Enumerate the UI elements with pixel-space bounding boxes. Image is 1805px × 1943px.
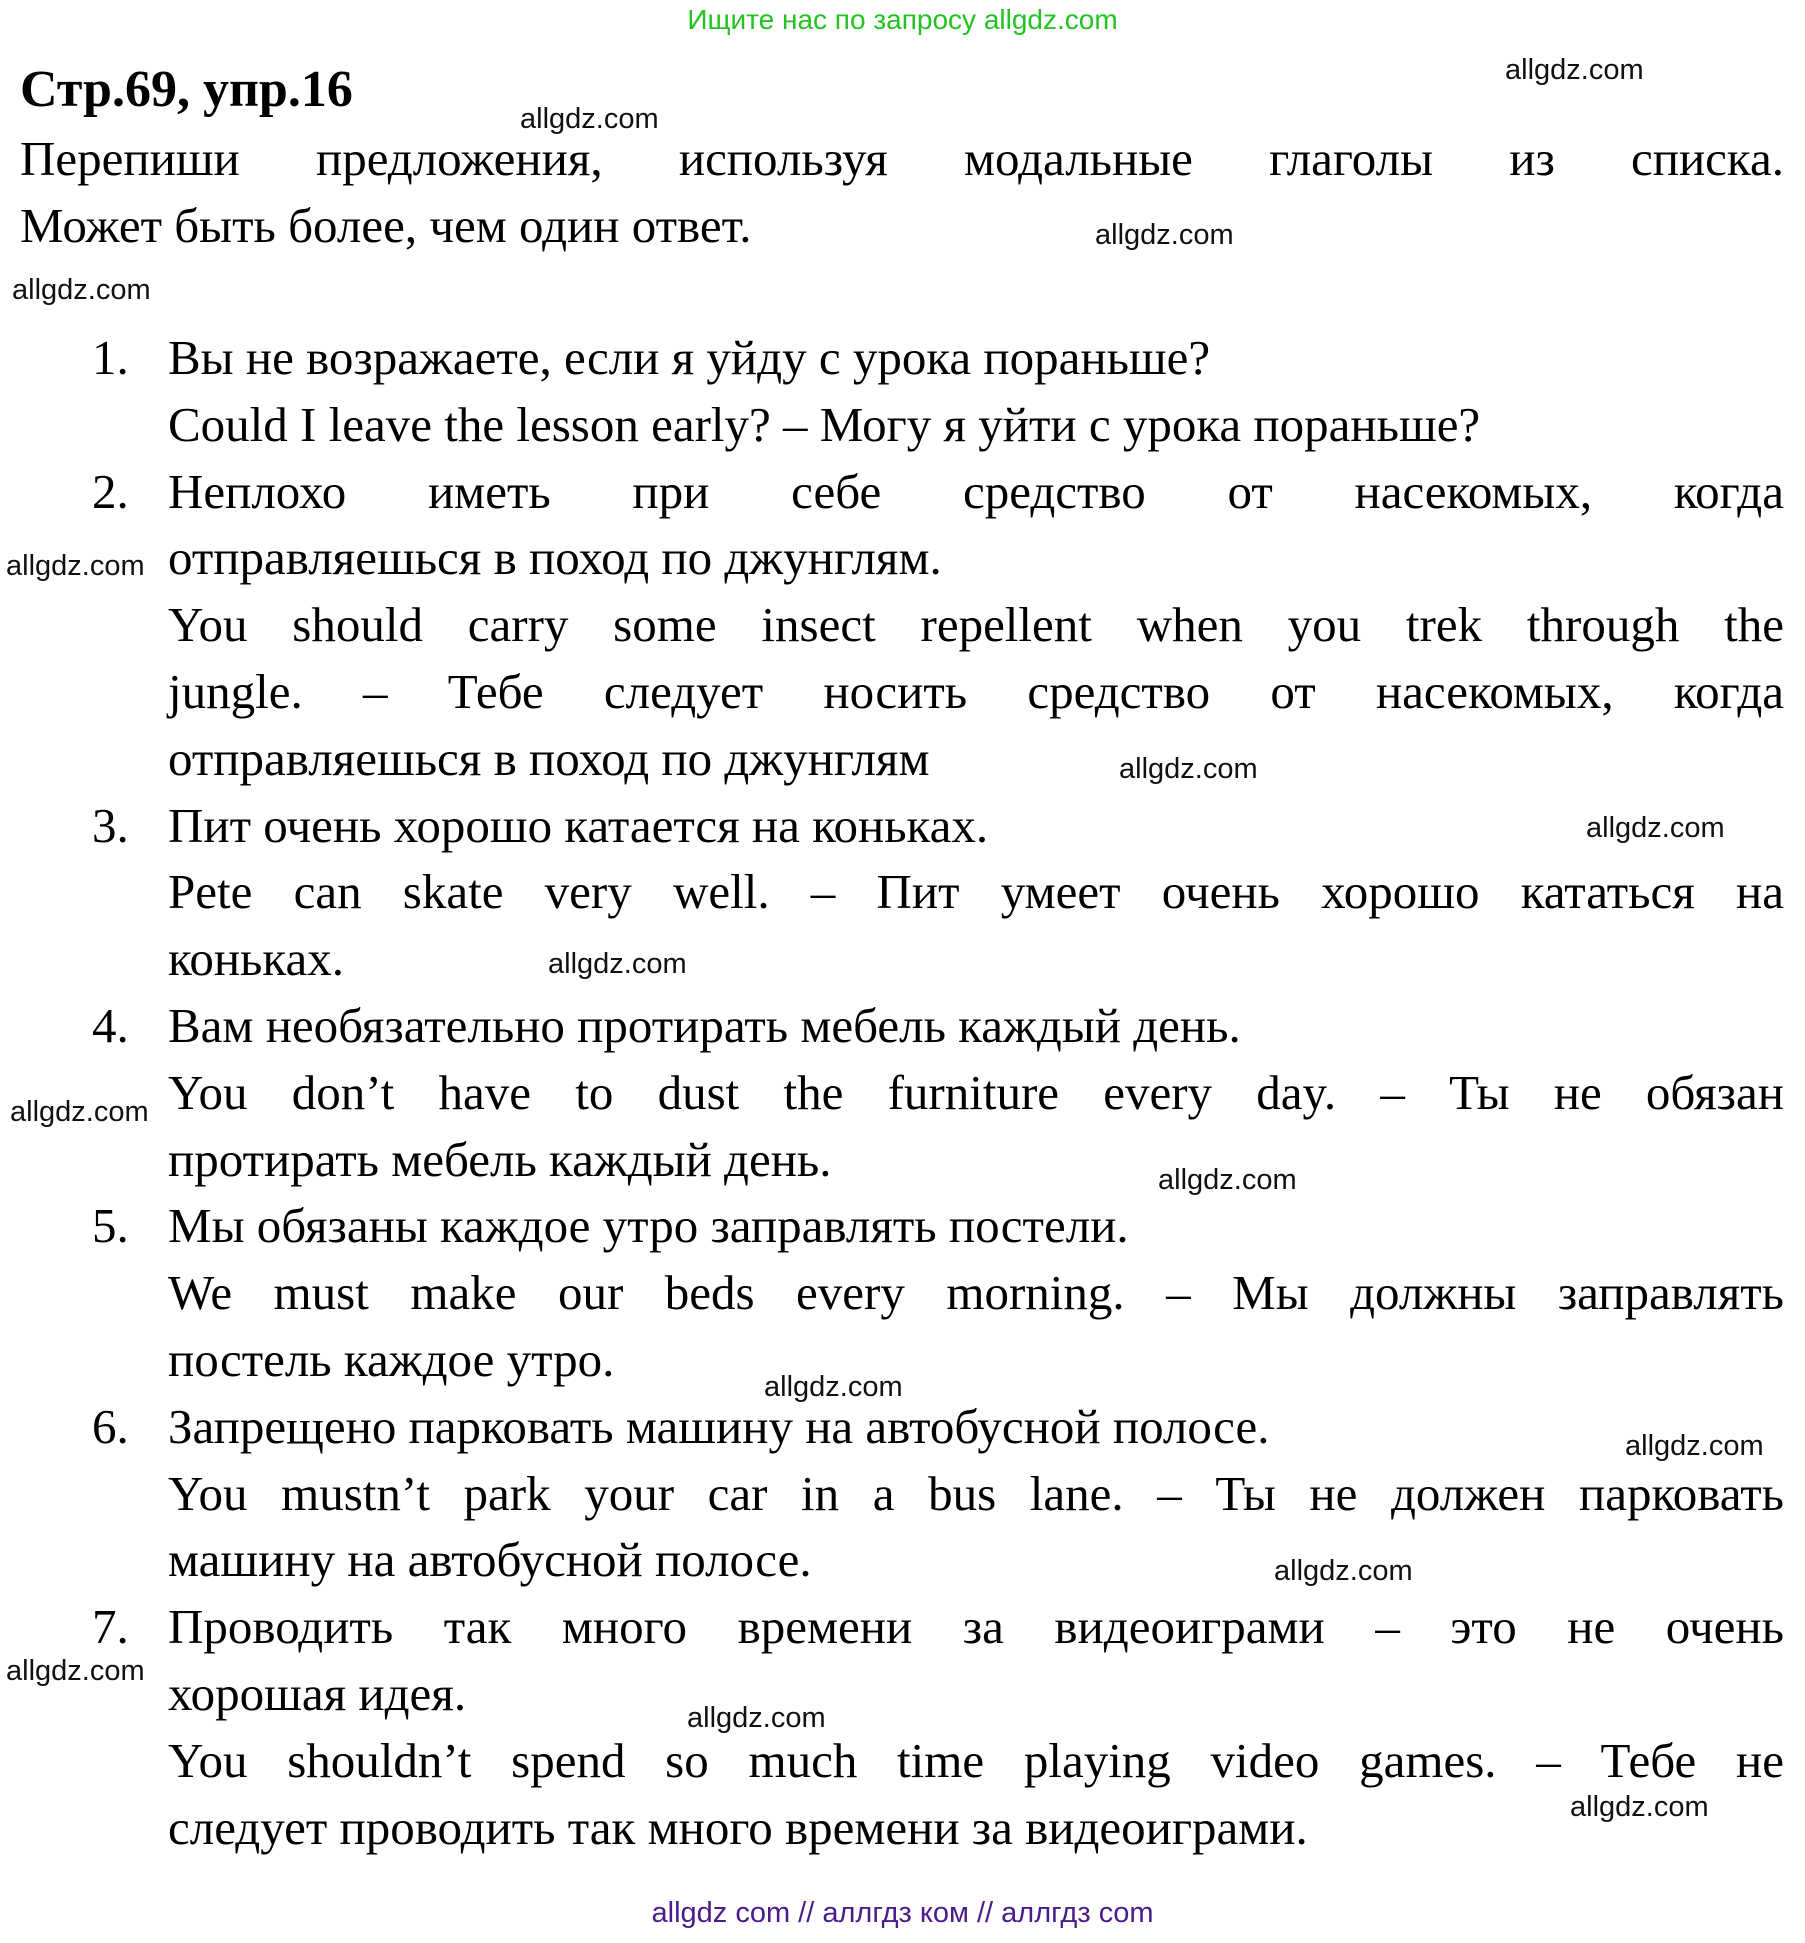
item-text-line: отправляешься в поход по джунглям xyxy=(168,730,930,786)
watermark-text: allgdz.com xyxy=(520,103,659,135)
item-text-line: машину на автобусной полосе. xyxy=(168,1532,812,1588)
item-number: 2. xyxy=(92,463,129,519)
bottom-banner-link[interactable]: allgdz com // аллгдз ком // аллгдз com xyxy=(651,1897,1154,1929)
list-item xyxy=(0,325,1784,459)
item-text-line: хорошая идея. xyxy=(168,1665,467,1721)
watermark-text: allgdz.com xyxy=(10,1096,149,1128)
list-item xyxy=(0,1193,1784,1393)
instruction-line: Перепиши предложения, используя модальные глаголы из списка. xyxy=(20,131,1784,186)
top-banner-link[interactable]: Ищите нас по запросу allgdz.com xyxy=(687,4,1118,35)
item-text-line: постель каждое утро. xyxy=(168,1331,615,1387)
watermark-text: allgdz.com xyxy=(1119,753,1258,785)
item-number: 6. xyxy=(92,1398,129,1454)
watermark-text: allgdz.com xyxy=(6,1655,145,1687)
watermark-text: allgdz.com xyxy=(764,1371,903,1403)
watermark-text: allgdz.com xyxy=(687,1702,826,1734)
watermark-text: allgdz.com xyxy=(1625,1430,1764,1462)
item-text-line: Пит очень хорошо катается на коньках. xyxy=(168,797,989,853)
list-item xyxy=(0,1594,1784,1861)
watermark-text: allgdz.com xyxy=(6,550,145,582)
watermark-text: allgdz.com xyxy=(1505,54,1644,86)
item-number: 4. xyxy=(92,997,129,1053)
item-text-line: You should carry some insect repellent when you trek through the xyxy=(168,597,1784,653)
item-text-line: You don’t have to dust the furniture every day. – Ты не обязан xyxy=(168,1064,1784,1120)
item-text-line: отправляешься в поход по джунглям. xyxy=(168,530,942,586)
item-text-line: Could I leave the lesson early? – Могу я уйти с урока пораньше? xyxy=(168,396,1481,452)
watermark-text: allgdz.com xyxy=(1570,1791,1709,1823)
item-text-line: We must make our beds every morning. – Мы должны заправлять xyxy=(168,1265,1784,1321)
item-text-line: коньках. xyxy=(168,931,344,987)
item-text-line: Pete can skate very well. – Пит умеет очень хорошо кататься на xyxy=(168,864,1784,920)
item-text-line: протирать мебель каждый день. xyxy=(168,1131,832,1187)
item-text-line: следует проводить так много времени за видеоиграми. xyxy=(168,1799,1308,1855)
exercise-instructions xyxy=(20,125,1784,259)
answer-list xyxy=(0,325,1784,1861)
item-text-line: You mustn’t park your car in a bus lane. – Ты не должен парковать xyxy=(168,1465,1784,1521)
watermark-text: allgdz.com xyxy=(1158,1164,1297,1196)
list-item xyxy=(0,993,1784,1193)
item-number: 7. xyxy=(92,1599,129,1655)
watermark-text: allgdz.com xyxy=(12,274,151,306)
item-text-line: Вы не возражаете, если я уйду с урока пораньше? xyxy=(168,330,1211,385)
list-item xyxy=(0,459,1784,793)
item-text-line: Запрещено парковать машину на автобусной полосе. xyxy=(168,1398,1270,1454)
item-text-line: Мы обязаны каждое утро заправлять постели. xyxy=(168,1198,1129,1254)
item-number: 3. xyxy=(92,797,129,853)
item-text-line: You shouldn’t spend so much time playing video games. – Тебе не xyxy=(168,1732,1784,1788)
watermark-text: allgdz.com xyxy=(1274,1555,1413,1587)
watermark-text: allgdz.com xyxy=(548,948,687,980)
list-item xyxy=(0,793,1784,993)
watermark-text: allgdz.com xyxy=(1586,812,1725,844)
item-text-line: Вам необязательно протирать мебель каждый день. xyxy=(168,997,1241,1053)
instruction-line: Может быть более, чем один ответ. xyxy=(20,198,752,253)
item-text-line: jungle. – Тебе следует носить средство от насекомых, когда xyxy=(168,663,1784,719)
item-number: 1. xyxy=(92,330,129,385)
list-item xyxy=(0,1394,1784,1594)
item-number: 5. xyxy=(92,1198,129,1254)
watermark-text: allgdz.com xyxy=(1095,219,1234,251)
item-text-line: Проводить так много времени за видеоиграми – это не очень xyxy=(168,1599,1784,1655)
page-title: Стр.69, упр.16 xyxy=(20,61,353,118)
item-text-line: Неплохо иметь при себе средство от насекомых, когда xyxy=(168,463,1784,519)
